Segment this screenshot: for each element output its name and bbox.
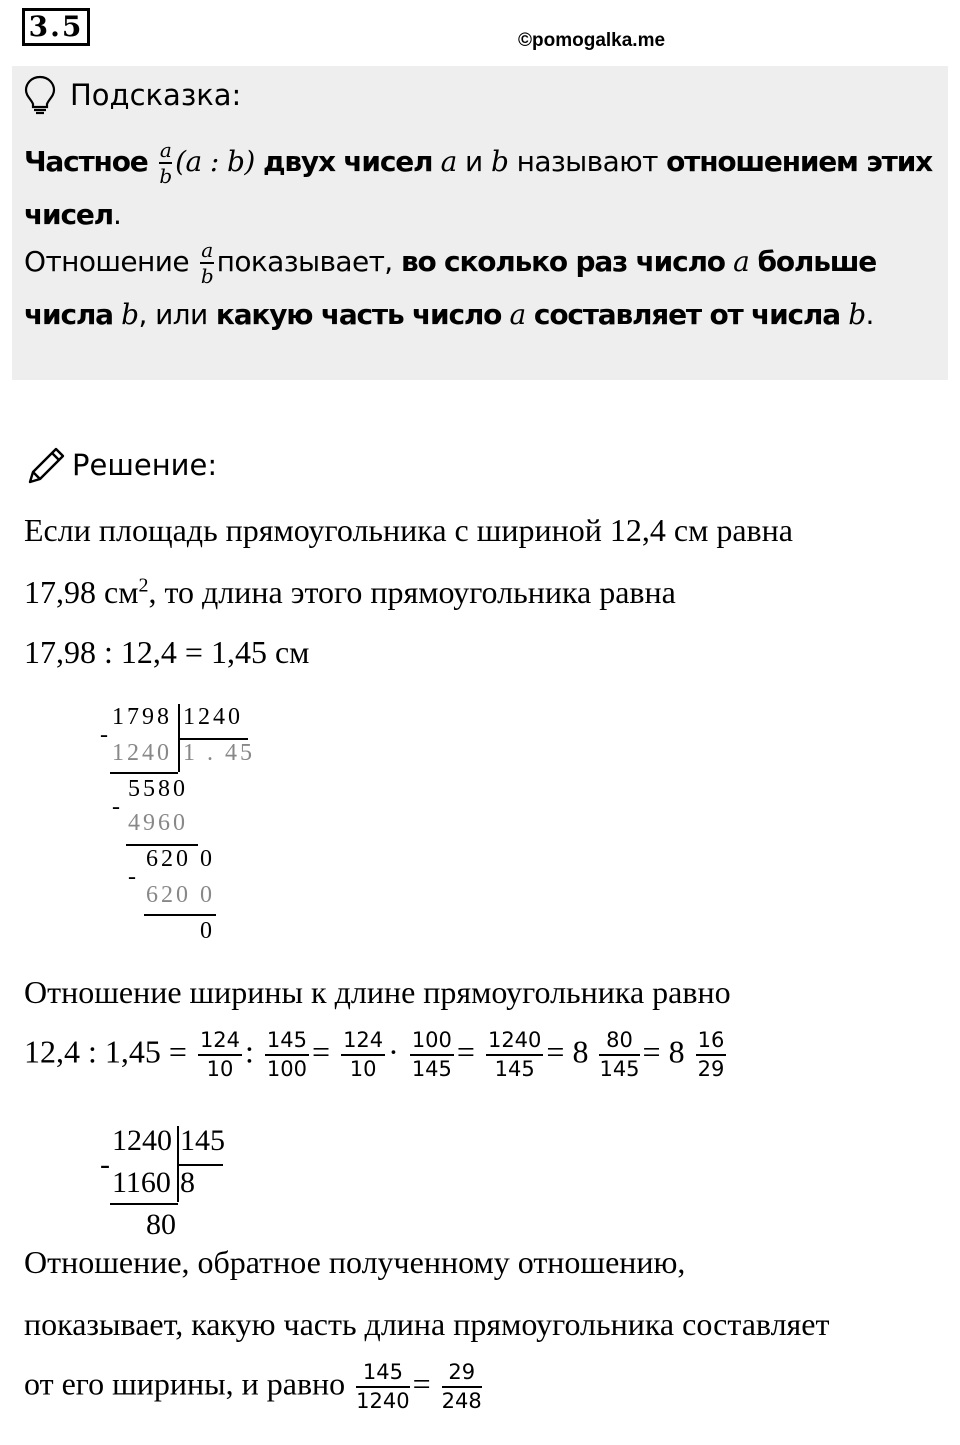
fraction-16-29: $\frac{16}{29}$ <box>697 1028 725 1081</box>
solution-line-4: Отношение ширины к длине прямоугольника равно <box>24 974 731 1010</box>
fraction-145-100: $\frac{145}{100}$ <box>266 1028 308 1081</box>
pencil-icon <box>24 444 68 488</box>
solution-line-7: от его ширины, и равно $\frac{145}{1240}$ = $\frac{29}{248}$ <box>24 1360 482 1413</box>
fraction-124-10-b: $\frac{124}{10}$ <box>343 1028 384 1081</box>
watermark: ©pomogalka.me <box>518 30 666 51</box>
fraction-100-145: $\frac{100}{145}$ <box>411 1028 452 1081</box>
hint-box <box>12 66 948 380</box>
hint-paragraph-2-line-1: Отношение $\frac{a}{b}$ показывает, во сколько раз число a больше <box>24 238 877 288</box>
hint-fraction-a-b-2: $\frac{a}{b}$ <box>200 238 214 288</box>
fraction-29-248: $\frac{29}{248}$ <box>441 1360 482 1413</box>
fraction-80-145: $\frac{80}{145}$ <box>599 1028 640 1081</box>
solution-line-2: 17,98 $см^2$, то длина этого прямоугольника равна <box>24 574 676 610</box>
solution-line-1: Если площадь прямоугольника с шириной 12,4 см равна <box>24 512 793 548</box>
solution-line-5: Отношение, обратное полученному отношению, <box>24 1244 686 1280</box>
hint-paragraph-2-line-2: числа b, или какую часть число a составляет от числа b. <box>24 298 874 331</box>
solution-title: Решение: <box>72 448 218 482</box>
lightbulb-icon <box>22 74 58 116</box>
solution-line-6: показывает, какую часть длина прямоугольника составляет <box>24 1306 830 1342</box>
task-number: 3.5 <box>22 8 90 46</box>
fraction-1240-145: $\frac{1240}{145}$ <box>487 1028 542 1081</box>
ratio-equation: 12,4 : 1,45 = $\frac{124}{10}$ : $\frac{145}{100}$ = $\frac{124}{10}$ · $\frac{100}{145}$ = $\frac{1240}{145}$ = 8 $\frac{80}{145}$ = 8 $\frac{16}{29}$ <box>24 1028 725 1081</box>
hint-title: Подсказка: <box>70 78 242 112</box>
solution-line-3: 17,98 : 12,4 = 1,45 см <box>24 634 310 670</box>
hint-paren: (a : b) <box>175 145 255 178</box>
hint-paragraph-1-line-1: Частное $\frac{a}{b}$ (a : b) двух чисел a и b называют отношением этих <box>24 138 932 188</box>
hint-paragraph-1-line-2: чисел. <box>24 198 122 231</box>
fraction-124-10: $\frac{124}{10}$ <box>199 1028 241 1081</box>
hint-fraction-a-b: $\frac{a}{b}$ <box>159 138 172 188</box>
fraction-145-1240: $\frac{145}{1240}$ <box>356 1360 410 1413</box>
hint-term-quotient: Частное <box>24 145 148 178</box>
